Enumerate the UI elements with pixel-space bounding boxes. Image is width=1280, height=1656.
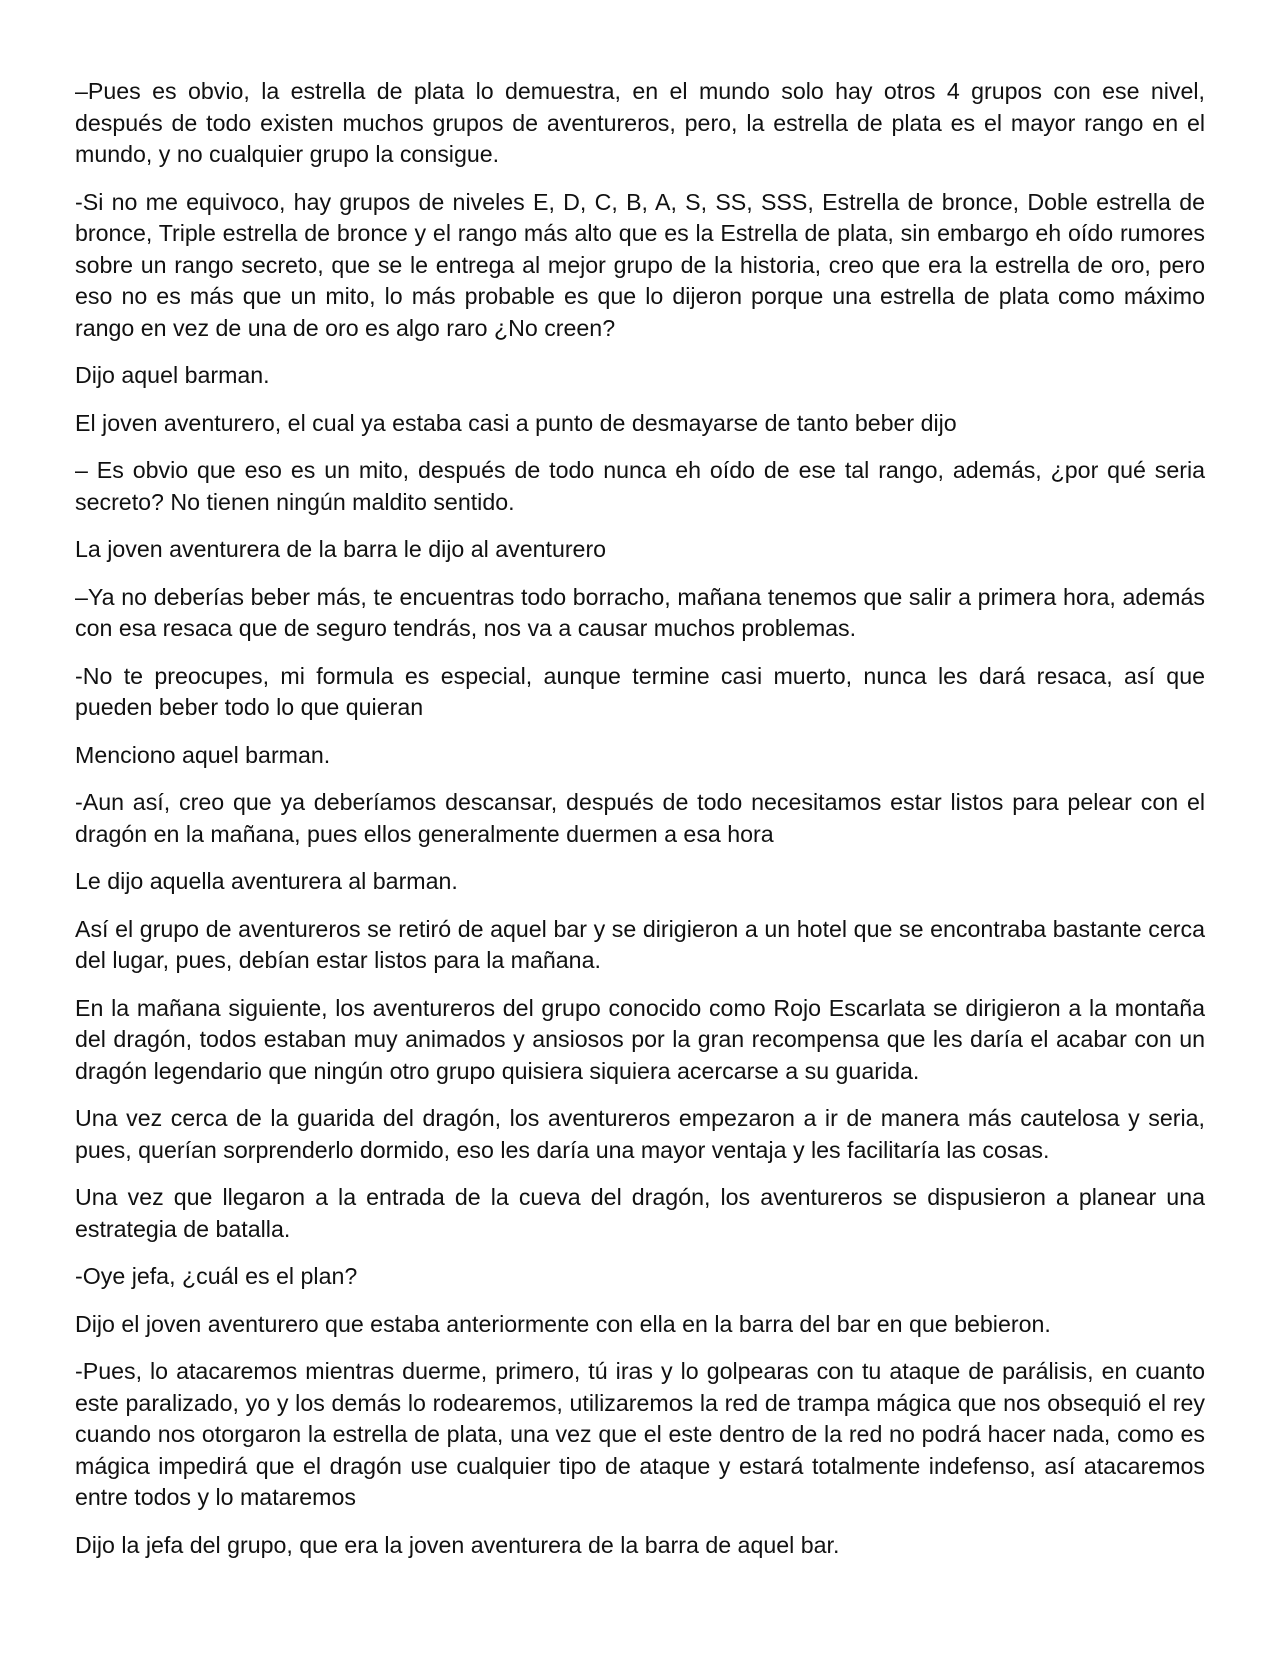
paragraph-7: –Ya no deberías beber más, te encuentras todo borracho, mañana tenemos que salir a primera hora, además con esa resaca que de seguro tendrás, nos va a causar muchos problemas. — [75, 583, 1205, 641]
document-page — [75, 76, 1205, 1577]
paragraph-6: La joven aventurera de la barra le dijo al aventurero — [75, 536, 607, 562]
paragraph-14: Una vez cerca de la guarida del dragón, los aventureros empezaron a ir de manera más cautelosa y seria, pues, querían sorprenderlo dormido, eso les daría una mayor ventaja y les facilitaría las cosas. — [75, 1105, 1205, 1163]
paragraph-16: -Oye jefa, ¿cuál es el plan? — [75, 1263, 358, 1289]
paragraph-4: El joven aventurero, el cual ya estaba casi a punto de desmayarse de tanto beber dijo — [75, 409, 957, 436]
paragraph-11: Le dijo aquella aventurera al barman. — [75, 868, 458, 894]
paragraph-8: -No te preocupes, mi formula es especial, aunque termine casi muerto, nunca les dará resaca, así que pueden beber todo lo que quieran — [75, 662, 1205, 720]
paragraph-17: Dijo el joven aventurero que estaba anteriormente con ella en la barra del bar en que bebieron. — [75, 1310, 1051, 1337]
paragraph-12: Así el grupo de aventureros se retiró de aquel bar y se dirigieron a un hotel que se encontraba bastante cerca del lugar, pues, debían estar listos para la mañana. — [75, 915, 1205, 973]
paragraph-3: Dijo aquel barman. — [75, 362, 270, 388]
paragraph-19: Dijo la jefa del grupo, que era la joven aventurera de la barra de aquel bar. — [75, 1531, 840, 1558]
paragraph-1: –Pues es obvio, la estrella de plata lo demuestra, en el mundo solo hay otros 4 grupos con ese nivel, después de todo existen muchos grupos de aventureros, pero, la estrella de plata es el mayor rango en el mundo, y no cualquier grupo la consigue. — [75, 78, 1205, 167]
paragraph-2: -Si no me equivoco, hay grupos de niveles E, D, C, B, A, S, SS, SSS, Estrella de bronce, Doble estrella de bronce, Triple estrella de bronce y el rango más alto que es la Estrella de plata, sin embargo eh oído rumores sobre un rango secreto, que se le entrega al mejor grupo de la historia, creo que era la estrella de oro, pero eso no es más que un mito, lo más probable es que lo dijeron porque una estrella de plata como máximo rango en vez de una de oro es algo raro ¿No creen? — [75, 188, 1205, 341]
paragraph-15: Una vez que llegaron a la entrada de la cueva del dragón, los aventureros se dispusieron a planear una estrategia de batalla. — [75, 1184, 1205, 1242]
paragraph-13: En la mañana siguiente, los aventureros del grupo conocido como Rojo Escarlata se dirigieron a la montaña del dragón, todos estaban muy animados y ansiosos por la gran recompensa que les daría el acabar con un dragón legendario que ningún otro grupo quisiera siquiera acercarse a su guarida. — [75, 994, 1205, 1084]
paragraph-10: -Aun así, creo que ya deberíamos descansar, después de todo necesitamos estar listos para pelear con el dragón en la mañana, pues ellos generalmente duermen a esa hora — [75, 789, 1205, 847]
paragraph-18: -Pues, lo atacaremos mientras duerme, primero, tú iras y lo golpearas con tu ataque de parálisis, en cuanto este paralizado, yo y los demás lo rodearemos, utilizaremos la red de trampa mágica que nos obsequió el rey cuando nos otorgaron la estrella de plata, una vez que el este dentro de la red no podrá hacer nada, como es mágica impedirá que el dragón use cualquier tipo de ataque y estará totalmente indefenso, así atacaremos entre todos y lo mataremos — [75, 1358, 1205, 1510]
paragraph-9: Menciono aquel barman. — [75, 741, 331, 768]
paragraph-5: – Es obvio que eso es un mito, después de todo nunca eh oído de ese tal rango, además, ¿por qué seria secreto? No tienen ningún maldito sentido. — [75, 457, 1205, 515]
